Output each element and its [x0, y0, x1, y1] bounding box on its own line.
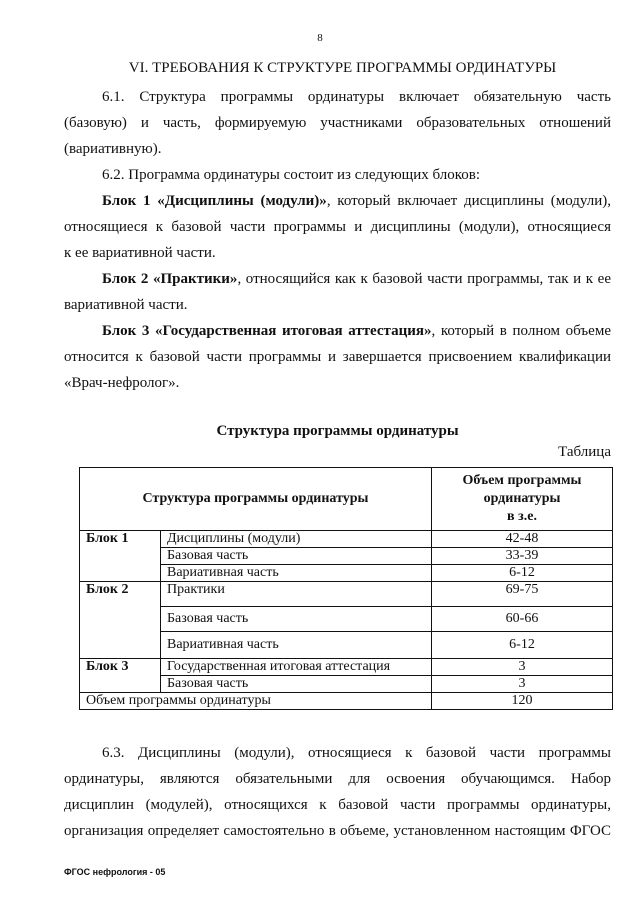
- block-2-name: Блок 2 «Практики»: [102, 271, 238, 287]
- section-heading: VI. ТРЕБОВАНИЯ К СТРУКТУРЕ ПРОГРАММЫ ОРДИНАТУРЫ: [128, 60, 557, 76]
- paragraph-line: «Врач-нефролог».: [64, 375, 180, 391]
- paragraph-line: 6.2. Программа ординатуры состоит из следующих блоков:: [102, 167, 480, 183]
- paragraph-line: (вариативную).: [64, 141, 162, 157]
- paragraph-line: к ее вариативной части.: [64, 245, 216, 261]
- paragraph-line: дисциплин (модулей), относящихся к базовой части программы ординатуры,: [64, 797, 611, 813]
- block-3-text: , который в полном объеме: [431, 323, 611, 339]
- paragraph-6-3: [64, 740, 611, 844]
- block-1-name: Блок 1 «Дисциплины (модули)»: [102, 193, 327, 209]
- item-cell: Базовая часть: [161, 607, 432, 632]
- item-cell: Практики: [161, 582, 432, 607]
- value-cell: 33-39: [432, 548, 613, 565]
- total-value: 120: [432, 693, 613, 710]
- paragraph-line: вариативной части.: [64, 297, 188, 313]
- block-3-paragraph: [64, 318, 611, 396]
- paragraph-line: организация определяет самостоятельно в объеме, установленном настоящим ФГОС: [64, 823, 611, 839]
- value-cell: 6-12: [432, 632, 613, 659]
- block-cell: Блок 2: [80, 582, 161, 659]
- item-cell: Государственная итоговая аттестация: [161, 659, 432, 676]
- paragraph-line: [64, 188, 611, 214]
- block-3-name: Блок 3 «Государственная итоговая аттестация»: [102, 323, 432, 339]
- value-cell: 42-48: [432, 531, 613, 548]
- block-1-text: , который включает дисциплины (модули),: [326, 193, 612, 209]
- header-volume: [432, 468, 613, 531]
- paragraph-line: относящиеся к базовой части программы и дисциплины (модули), относящиеся: [64, 219, 611, 235]
- value-cell: 69-75: [432, 582, 613, 607]
- paragraph-line: [64, 266, 611, 292]
- block-cell: Блок 3: [80, 659, 161, 693]
- table-row: [80, 531, 613, 548]
- program-structure-table: [79, 467, 613, 710]
- footer-text: ФГОС нефрология - 05: [64, 867, 166, 877]
- paragraph-6-2: [64, 162, 611, 188]
- page-number: 8: [317, 32, 323, 44]
- block-1-paragraph: [64, 188, 611, 266]
- paragraph-line: [64, 318, 611, 344]
- table-header-row: [80, 468, 613, 531]
- table-total-row: [80, 693, 613, 710]
- item-cell: Дисциплины (модули): [161, 531, 432, 548]
- paragraph-line: ординатуры, являются обязательными для освоения обучающимся. Набор: [64, 771, 611, 787]
- header-volume-line: ординатуры: [483, 491, 561, 506]
- table-title: Структура программы ординатуры: [216, 423, 459, 439]
- header-volume-line: Объем программы: [462, 473, 582, 488]
- item-cell: Вариативная часть: [161, 565, 432, 582]
- header-structure: Структура программы ординатуры: [80, 468, 432, 531]
- table-row: [80, 659, 613, 676]
- block-2-text: , относящийся как к базовой части программы, так и к ее: [237, 271, 612, 287]
- paragraph-6-1: [64, 84, 611, 162]
- header-volume-line: в з.е.: [507, 509, 537, 524]
- paragraph-line: относится к базовой части программы и завершается присвоением квалификации: [64, 349, 611, 365]
- block-cell: Блок 1: [80, 531, 161, 582]
- table-caption: Таблица: [558, 444, 611, 460]
- paragraph-line: 6.3. Дисциплины (модули), относящиеся к базовой части программы: [102, 745, 611, 761]
- table-row: [80, 582, 613, 607]
- paragraph-line: 6.1. Структура программы ординатуры включает обязательную часть: [102, 89, 611, 105]
- block-2-paragraph: [64, 266, 611, 318]
- value-cell: 60-66: [432, 607, 613, 632]
- paragraph-line: (базовую) и часть, формируемую участниками образовательных отношений: [64, 115, 611, 131]
- item-cell: Базовая часть: [161, 548, 432, 565]
- total-label: Объем программы ординатуры: [80, 693, 432, 710]
- value-cell: 3: [432, 659, 613, 676]
- item-cell: Базовая часть: [161, 676, 432, 693]
- value-cell: 6-12: [432, 565, 613, 582]
- value-cell: 3: [432, 676, 613, 693]
- item-cell: Вариативная часть: [161, 632, 432, 659]
